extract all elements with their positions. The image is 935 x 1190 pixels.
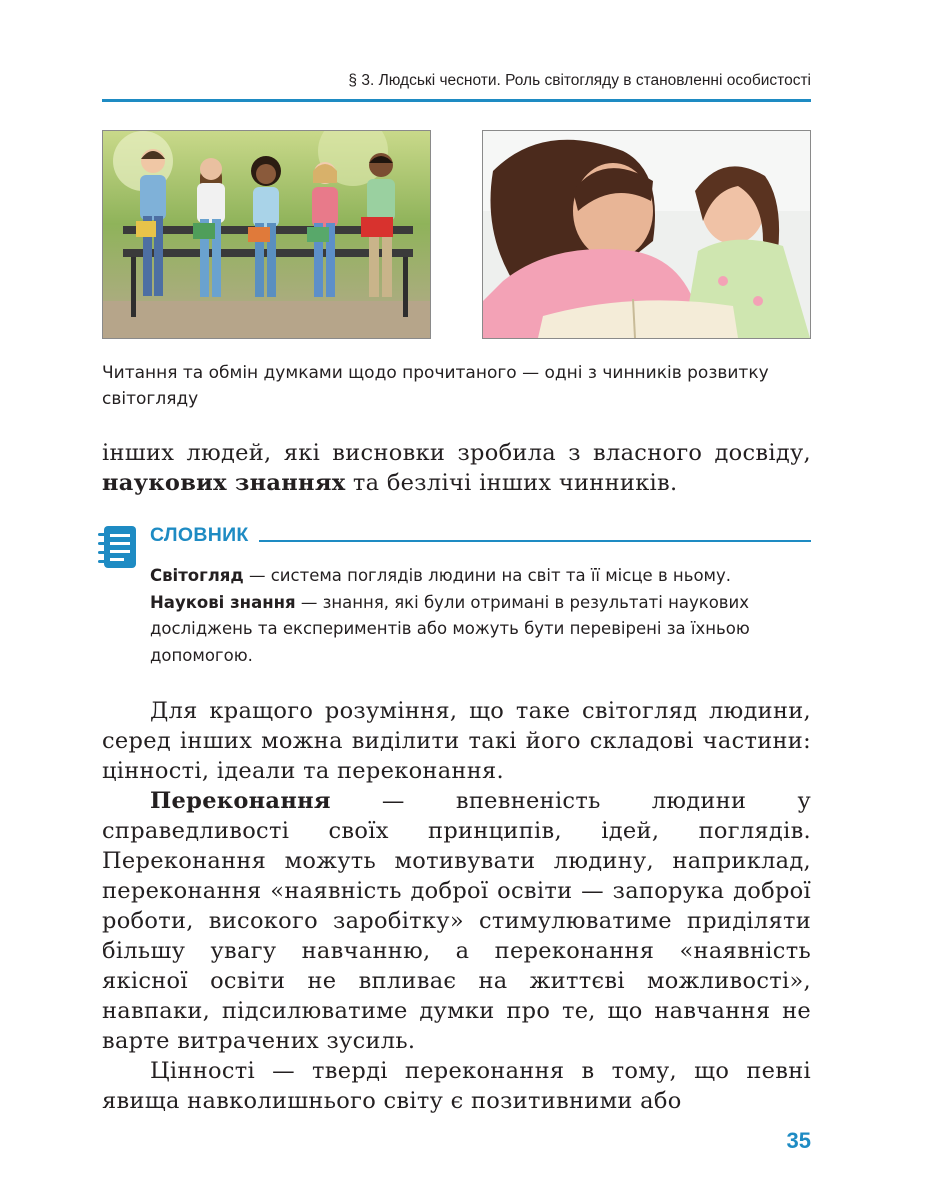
bold-term-scientific-knowledge: наукових знаннях (102, 470, 346, 496)
continuation-text-end: та безлічі інших чинників. (345, 470, 678, 496)
continuation-paragraph (102, 438, 811, 498)
vocabulary-entries (150, 563, 811, 669)
vocabulary-entry (150, 563, 811, 590)
figure-caption: Читання та обмін думками щодо прочитаного — одні з чинників розвитку світогляду (102, 363, 769, 409)
vocabulary-title: СЛОВНИК (150, 524, 249, 546)
children-reading-photo (102, 130, 431, 339)
vocabulary-term: Наукові знання (150, 592, 296, 612)
bold-term-beliefs: Переконання (150, 788, 331, 814)
notebook-icon (96, 524, 140, 570)
paragraph-text: Для кращого розуміння, що таке світогляд людини, серед інших можна виділити такі його складові частини: цінності, ідеали та переконання. (102, 698, 811, 784)
running-title: § 3. Людські чесноти. Роль світогляду в становленні особистості (348, 72, 811, 89)
vocabulary-definition: — система поглядів людини на світ та її місце в ньому. (243, 566, 731, 585)
continuation-text-start: інших людей, які висновки зробила з власного досвіду, (102, 440, 811, 466)
mother-daughter-reading-photo (482, 130, 811, 339)
paragraph-beliefs (102, 786, 811, 1056)
paragraph-text: — впевненість людини у справедливості своїх принципів, ідей, поглядів. Переконання можуть мотивувати людину, наприклад, переконання «наявність доброї освіти — запорука доброї роботи, високого заробітку» стимулюватиме приділяти більшу увагу навчанню, а переконання «наявність якісної освіти не впливає на життєві можливості», навпаки, підсилюватиме думки про те, що навчання не варте витрачених зусиль. (102, 788, 811, 1054)
vocabulary-definition: — знання, які були отримані в результаті наукових досліджень та експериментів або можуть бути перевірені за їхньою допомогою. (150, 592, 750, 665)
vocabulary-term: Світогляд (150, 566, 244, 585)
paragraph-values (102, 1056, 811, 1116)
vocabulary-rule (259, 540, 811, 542)
paragraph-text: Цінності — тверді переконання в тому, що певні явища навколишнього світу є позитивними або (102, 1058, 811, 1114)
header-rule (102, 99, 811, 102)
vocabulary-entry (150, 590, 811, 670)
page-number: 35 (786, 1128, 811, 1153)
paragraph-worldview-components (102, 696, 811, 786)
